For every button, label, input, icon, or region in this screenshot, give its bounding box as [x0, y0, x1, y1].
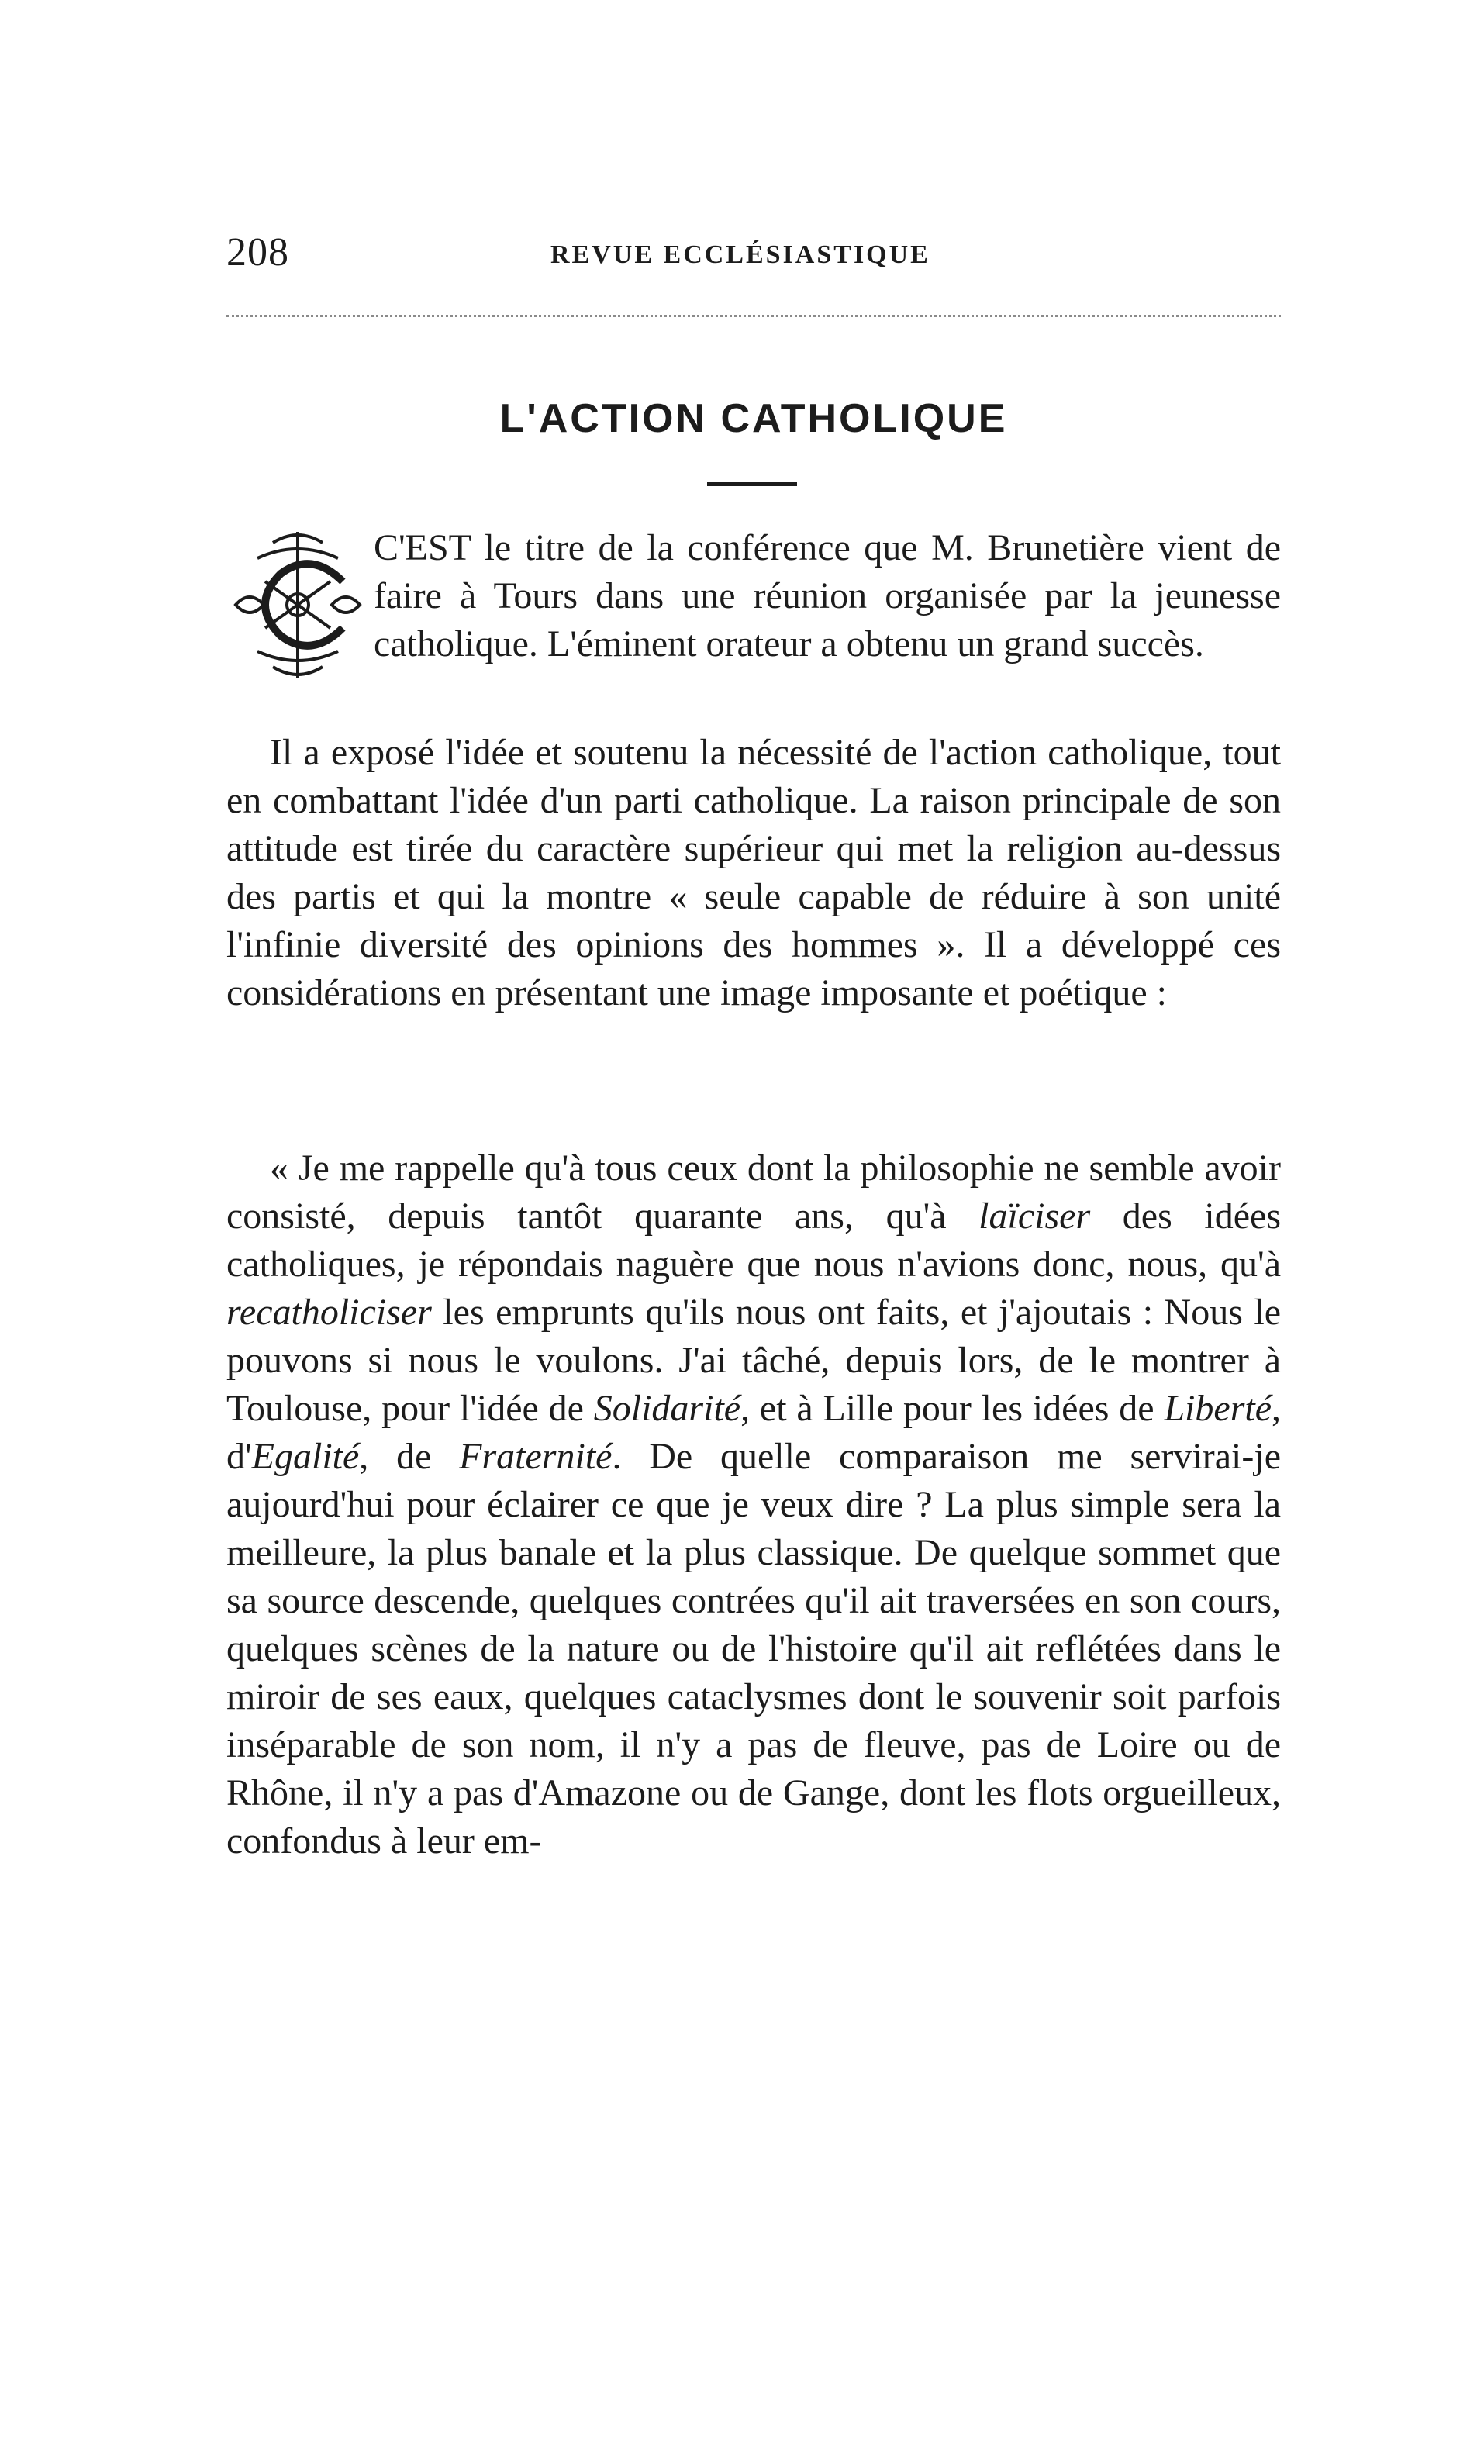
quote-part-6: , de [359, 1436, 460, 1477]
quote-italic-liberte: Liberté [1164, 1388, 1272, 1429]
running-head: REVUE ECCLÉSIASTIQUE [550, 240, 930, 269]
quote-italic-egalite: Egalité [251, 1436, 360, 1477]
quote-part-5: , d' [226, 1388, 1282, 1477]
header-rule [226, 315, 1281, 317]
quote-italic-fraternite: Fraternité [459, 1436, 613, 1477]
quote-italic-laiciser: laïciser [978, 1196, 1091, 1237]
page-number: 208 [226, 230, 289, 274]
page-header [226, 229, 1281, 284]
quote-text [226, 1144, 1281, 1865]
quote-part-1: « Je me rappelle qu'à tous ceux dont la philosophie ne semble avoir consisté, depuis tantôt quarante ans, qu'à [226, 1147, 1281, 1237]
quote-part-4: , et à Lille pour les idées de [740, 1388, 1165, 1429]
paragraph-2-text: Il a exposé l'idée et soutenu la nécessité de l'action catholique, tout en combattant l'idée d'un parti catholique. La raison principale de son attitude est tirée du caractère supérieur qui met la religion au-dessus des partis et qui la montre « seule capable de réduire à son unité l'infinie diversité des opinions des hommes ». Il a développé ces considérations en présentant une image imposante et poétique : [226, 732, 1281, 1013]
quote-italic-recatholiciser: recatholiciser [226, 1292, 432, 1333]
paragraph-1 [226, 524, 1281, 682]
paragraph-1-text: C'EST le titre de la conférence que M. Brunetière vient de faire à Tours dans une réunion organisée par la jeunesse catholique. L'éminent orateur a obtenu un grand succès. [374, 527, 1281, 664]
quote-part-3: les emprunts qu'ils nous ont faits, et j'ajoutais : Nous le pouvons si nous le voulons. J'ai tâché, depuis lors, de le montrer à Toulouse, pour l'idée de [226, 1292, 1281, 1429]
quote-part-2: des idées catholiques, je répondais naguère que nous n'avions donc, nous, qu'à [226, 1196, 1282, 1285]
title-rule [707, 482, 797, 486]
ornamental-initial-icon [226, 527, 369, 682]
paragraph-2 [226, 729, 1281, 1017]
quote-part-7: . De quelle comparaison me servirai-je aujourd'hui pour éclairer ce que je veux dire ? La plus simple sera la meilleure, la plus banale et la plus classique. De quelque sommet que sa source descende, quelques contrées qu'il ait traversées en son cours, quelques scènes de la nature ou de l'histoire qu'il ait reflétées dans le miroir de ses eaux, quelques cataclysmes dont le souvenir soit parfois inséparable de son nom, il n'y a pas de fleuve, pas de Loire ou de Rhône, il n'y a pas d'Amazone ou de Gange, dont les flots orgueilleux, confondus à leur em- [226, 1436, 1281, 1862]
quote-italic-solidarite: Solidarité [593, 1388, 741, 1429]
article-title: L'ACTION CATHOLIQUE [499, 396, 1008, 441]
quote-paragraph [226, 1144, 1281, 1865]
